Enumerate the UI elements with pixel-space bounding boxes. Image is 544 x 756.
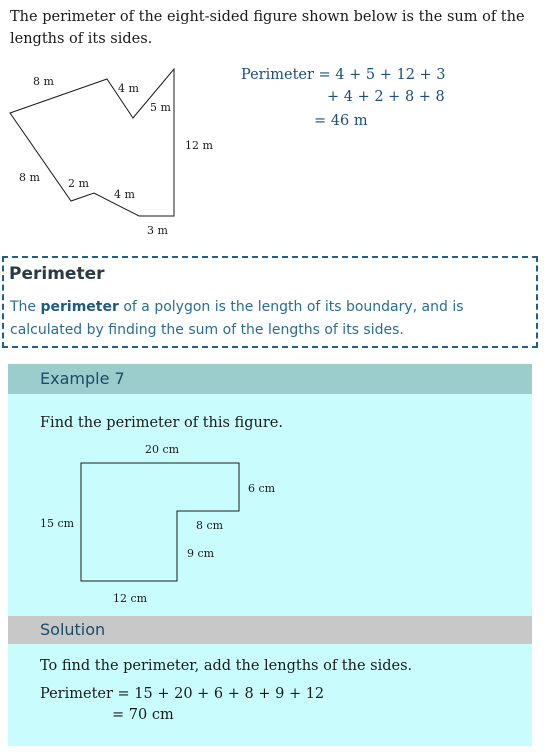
- solution-calculation: [40, 684, 324, 726]
- solution-line-2: = 70 cm: [112, 707, 174, 723]
- eight-sided-figure: [0, 58, 240, 243]
- solution-text: To find the perimeter, add the lengths of the sides.: [40, 658, 413, 674]
- definition-term: perimeter: [40, 299, 119, 315]
- label-bottom-mid: 4 m: [114, 188, 135, 201]
- intro-line-2: lengths of its sides.: [10, 31, 153, 47]
- solution-header: [8, 616, 532, 644]
- label-left: 15 cm: [40, 517, 75, 530]
- calc-line-3: = 46 m: [314, 113, 368, 129]
- eight-sided-polygon: [10, 69, 174, 216]
- solution-line-1: Perimeter = 15 + 20 + 6 + 8 + 9 + 12: [40, 686, 325, 702]
- label-left: 8 m: [19, 171, 40, 184]
- example-title: Example 7: [40, 369, 125, 388]
- label-bottom: 3 m: [147, 224, 168, 237]
- perimeter-calculation: [241, 64, 446, 132]
- l-shaped-figure: [8, 436, 308, 608]
- definition-text: [10, 296, 536, 342]
- intro-line-1: The perimeter of the eight-sided figure shown below is the sum of the: [10, 9, 525, 25]
- example-question: Find the perimeter of this figure.: [40, 415, 283, 431]
- label-top-mid: 4 m: [118, 82, 139, 95]
- label-right-upper: 6 cm: [248, 482, 276, 495]
- label-top-left: 8 m: [33, 75, 54, 88]
- example-header: [8, 364, 532, 394]
- label-notch: 5 m: [150, 101, 171, 114]
- calc-line-2: + 4 + 2 + 8 + 8: [327, 89, 445, 105]
- definition-rest: of a polygon is the length of its boundary, and is calculated by finding the sum of the lengths of its sides.: [10, 299, 464, 338]
- label-right: 12 m: [185, 139, 213, 152]
- calc-line-1: Perimeter = 4 + 5 + 12 + 3: [241, 67, 446, 83]
- label-bottom: 12 cm: [113, 592, 148, 605]
- solution-title: Solution: [40, 620, 106, 639]
- label-step: 8 cm: [196, 519, 224, 532]
- example-panel: [8, 364, 532, 746]
- label-right-lower: 9 cm: [187, 547, 215, 560]
- definition-title: Perimeter: [9, 264, 105, 284]
- definition-the: The: [10, 299, 37, 315]
- label-small: 2 m: [68, 177, 89, 190]
- label-top: 20 cm: [145, 443, 180, 456]
- intro-text: [10, 6, 530, 50]
